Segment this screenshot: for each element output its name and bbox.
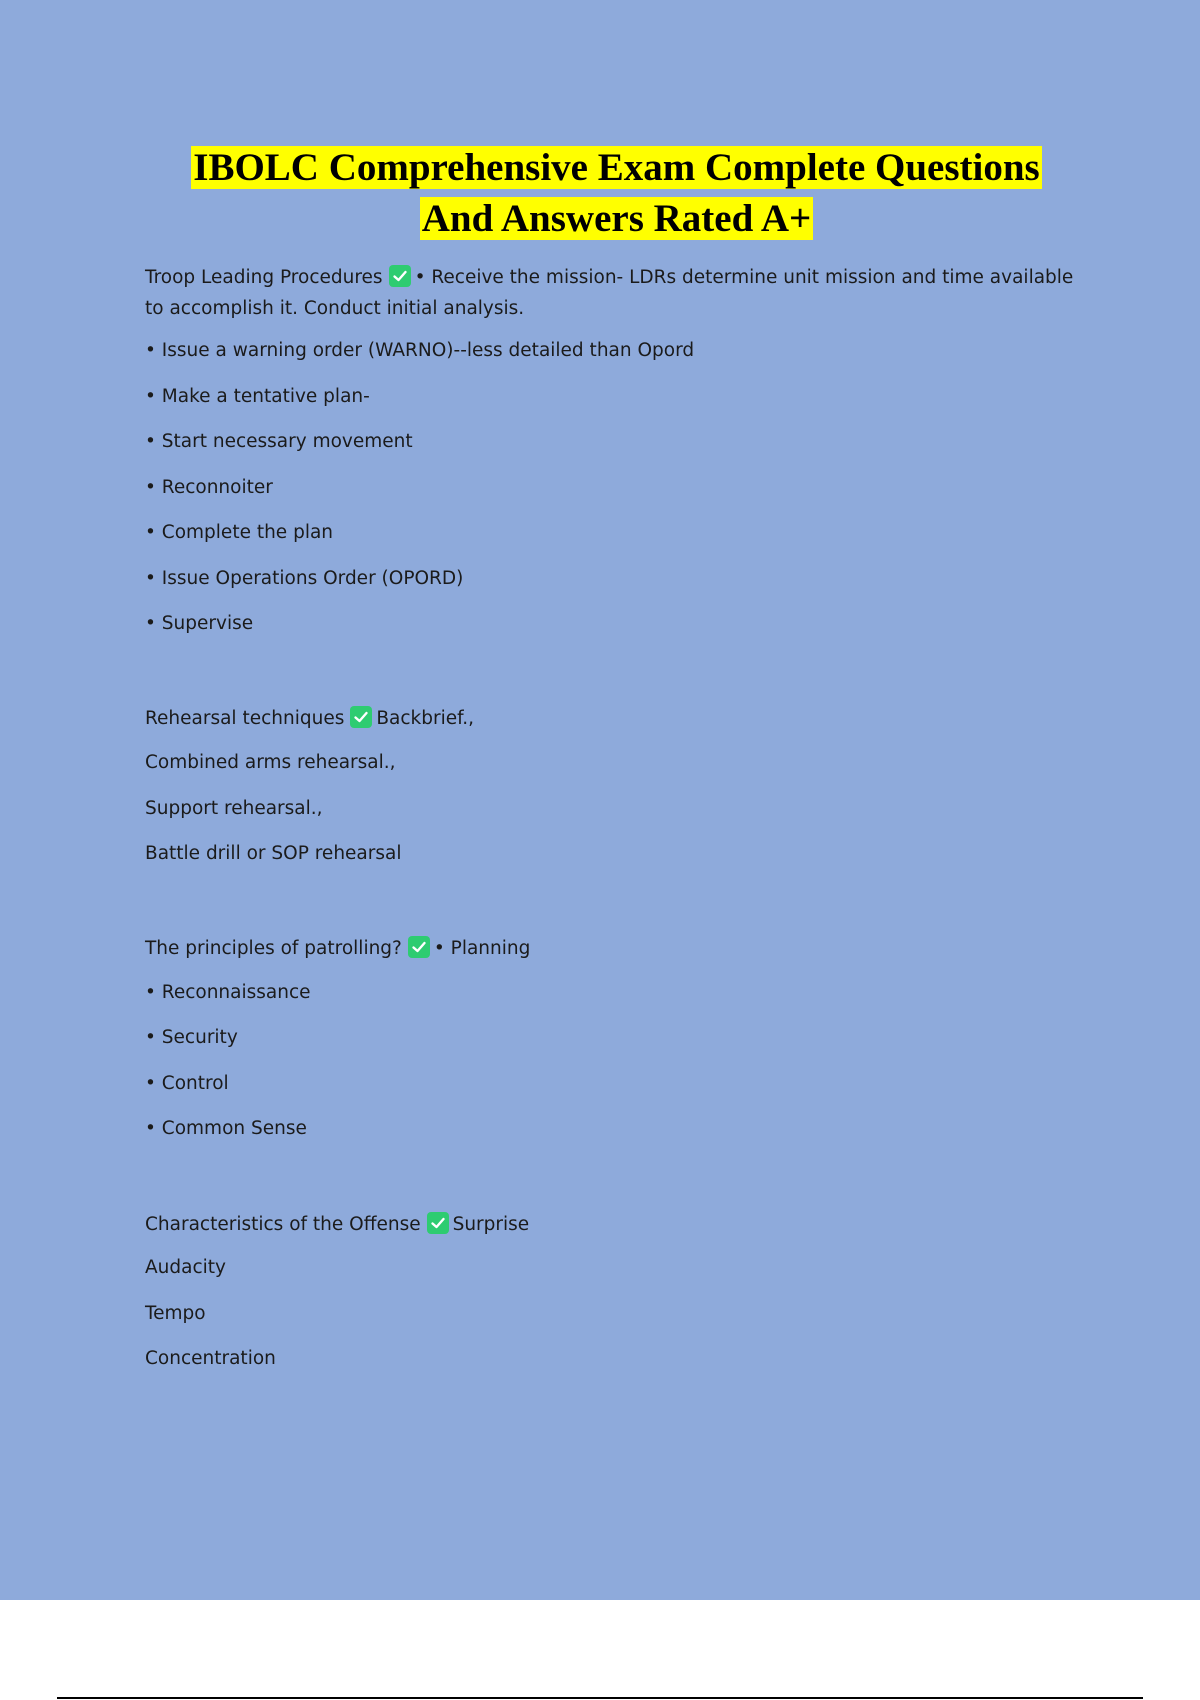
answer-text: • Planning	[433, 938, 531, 959]
list-item: Support rehearsal.,	[145, 798, 323, 819]
list-item: • Supervise	[145, 613, 254, 634]
qa-troop-leading-procedures	[145, 262, 1095, 324]
list-item: • Start necessary movement	[145, 431, 413, 452]
check-mark-icon	[427, 1212, 449, 1234]
list-item: Battle drill or SOP rehearsal	[145, 843, 402, 864]
document-title	[0, 142, 1200, 244]
question-text: Troop Leading Procedures	[145, 267, 383, 288]
check-mark-icon	[350, 706, 372, 728]
list-item: • Issue Operations Order (OPORD)	[145, 568, 464, 589]
list-item: • Issue a warning order (WARNO)--less detailed than Opord	[145, 340, 695, 361]
question-text: The principles of patrolling?	[145, 938, 402, 959]
question-text: Characteristics of the Offense	[145, 1214, 421, 1235]
question-text: Rehearsal techniques	[145, 708, 345, 729]
qa-principles-of-patrolling	[145, 936, 530, 959]
footer-divider	[57, 1697, 1143, 1699]
list-item: Combined arms rehearsal.,	[145, 752, 396, 773]
title-line-2: And Answers Rated A+	[421, 197, 812, 240]
list-item: Audacity	[145, 1257, 226, 1278]
list-item: Tempo	[145, 1303, 206, 1324]
qa-characteristics-of-offense	[145, 1212, 529, 1235]
answer-text: Surprise	[452, 1214, 530, 1235]
list-item: • Security	[145, 1027, 238, 1048]
list-item: • Control	[145, 1073, 229, 1094]
check-mark-icon	[389, 265, 411, 287]
list-item: • Make a tentative plan-	[145, 386, 370, 407]
list-item: • Common Sense	[145, 1118, 307, 1139]
list-item: • Complete the plan	[145, 522, 334, 543]
list-item: • Reconnoiter	[145, 477, 273, 498]
title-line-1: IBOLC Comprehensive Exam Complete Questions	[193, 146, 1040, 189]
check-mark-icon	[408, 936, 430, 958]
answer-text: Backbrief.,	[376, 708, 475, 729]
answer-text: • Receive the mission- LDRs determine unit mission and time available to accomplish it. Conduct initial analysis.	[145, 267, 1074, 319]
list-item: Concentration	[145, 1348, 276, 1369]
list-item: • Reconnaissance	[145, 982, 311, 1003]
qa-rehearsal-techniques	[145, 706, 474, 729]
